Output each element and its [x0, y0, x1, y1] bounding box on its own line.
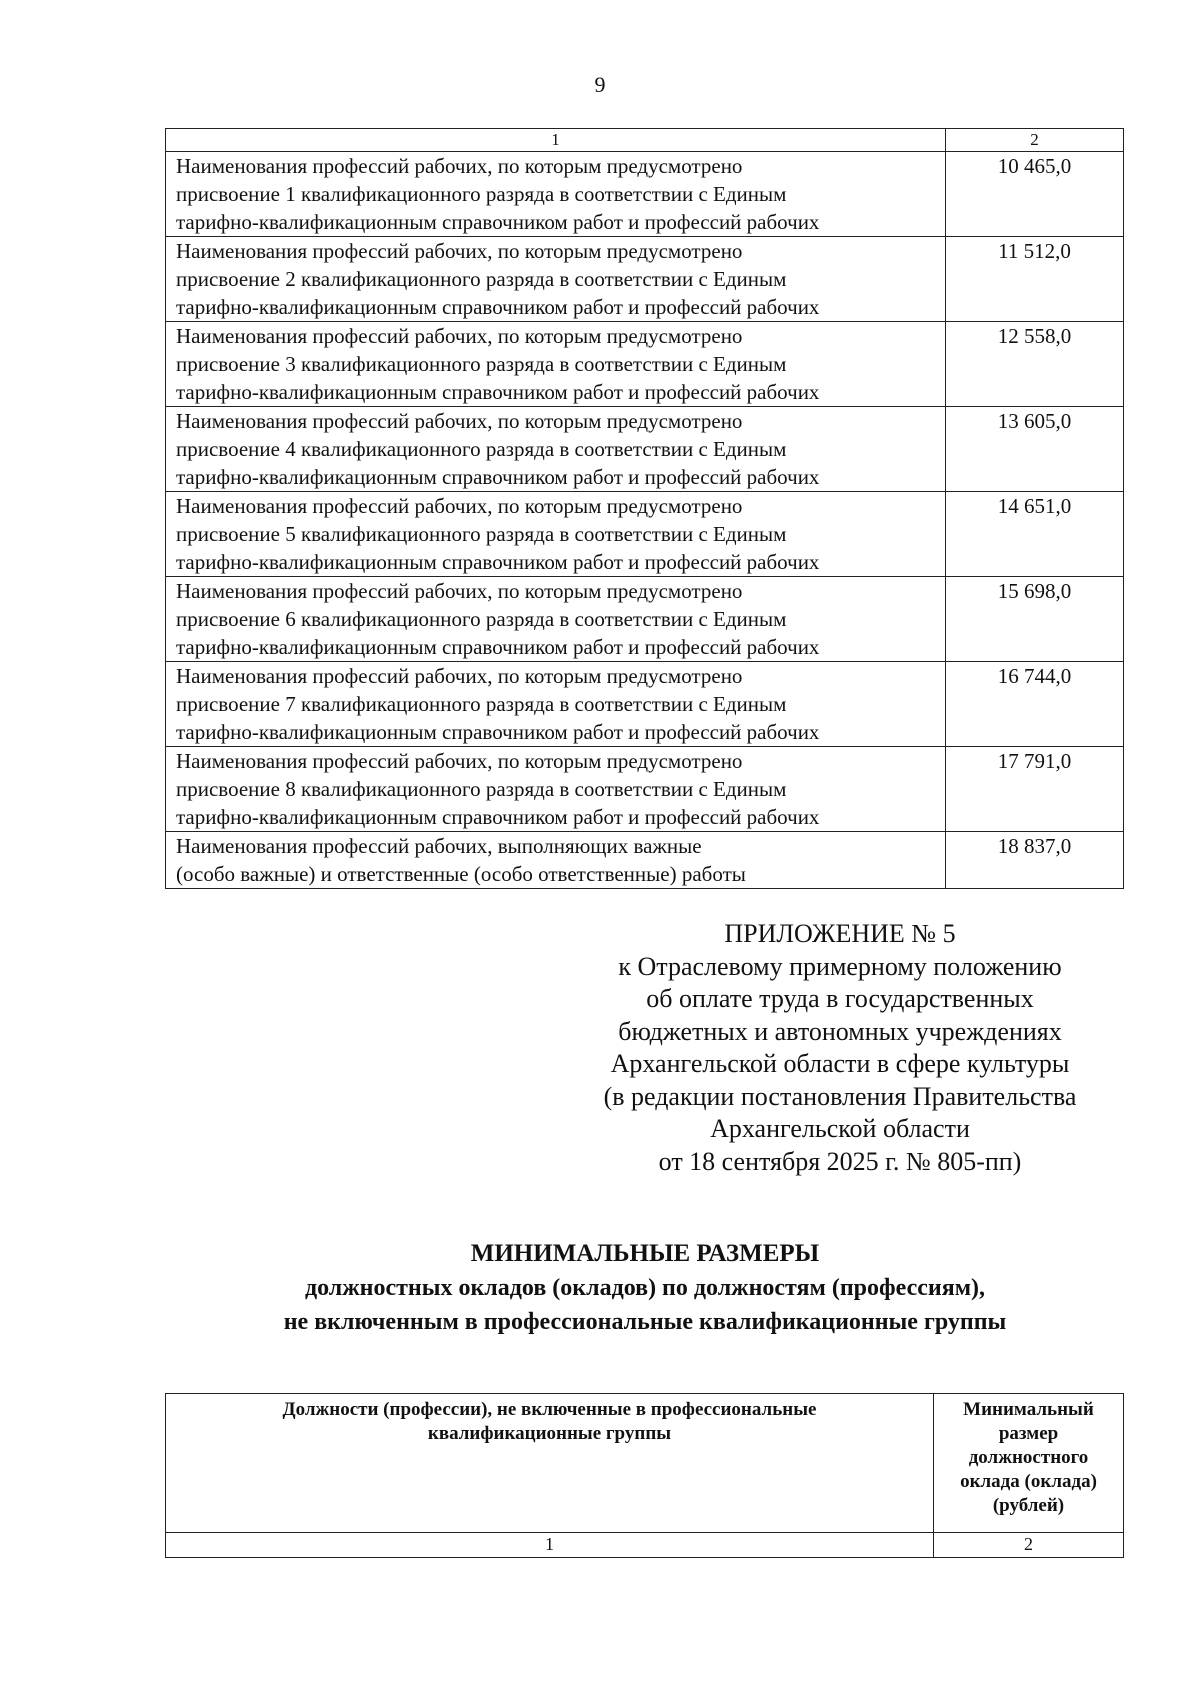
appendix-line: к Отраслевому примерному положению — [618, 951, 1062, 981]
profession-name: Наименования профессий рабочих, по которым предусмотрено присвоение 1 квалификационного разряда в соответствии с Единым тарифно-квалификационным справочником работ и профессий рабочих — [166, 152, 946, 237]
table-row — [166, 577, 1124, 662]
salary-table-workers — [165, 128, 1124, 889]
salary-value: 15 698,0 — [946, 577, 1124, 662]
column-number: 1 — [166, 129, 946, 152]
table-row — [166, 832, 1124, 889]
profession-name: Наименования профессий рабочих, по которым предусмотрено присвоение 5 квалификационного разряда в соответствии с Единым тарифно-квалификационным справочником работ и профессий рабочих — [166, 492, 946, 577]
title-subline: не включенным в профессиональные квалификационные группы — [283, 1309, 1007, 1335]
header-positions: Должности (профессии), не включенные в профессиональные квалификационные группы — [166, 1394, 934, 1533]
salary-table-positions — [165, 1393, 1124, 1558]
salary-value: 12 558,0 — [946, 322, 1124, 407]
column-number: 2 — [934, 1533, 1124, 1558]
table-row — [166, 747, 1124, 832]
salary-value: 14 651,0 — [946, 492, 1124, 577]
table-row — [166, 237, 1124, 322]
title-main: МИНИМАЛЬНЫЕ РАЗМЕРЫ — [470, 1240, 820, 1267]
table-row — [166, 152, 1124, 237]
appendix-line: об оплате труда в государственных — [646, 984, 1034, 1013]
salary-value: 16 744,0 — [946, 662, 1124, 747]
appendix-line: (в редакции постановления Правительства — [603, 1081, 1077, 1111]
profession-name: Наименования профессий рабочих, по которым предусмотрено присвоение 7 квалификационного разряда в соответствии с Единым тарифно-квалификационным справочником работ и профессий рабочих — [166, 662, 946, 747]
appendix-line: бюджетных и автономных учреждениях — [618, 1016, 1062, 1046]
appendix-line: Архангельской области в сфере культуры — [610, 1049, 1070, 1078]
appendix-heading — [560, 918, 1120, 1178]
column-number: 2 — [946, 129, 1124, 152]
salary-value: 11 512,0 — [946, 237, 1124, 322]
appendix-line: ПРИЛОЖЕНИЕ № 5 — [724, 919, 956, 948]
salary-value: 18 837,0 — [946, 832, 1124, 889]
table-column-numbers — [166, 129, 1124, 152]
profession-name: Наименования профессий рабочих, по которым предусмотрено присвоение 6 квалификационного разряда в соответствии с Единым тарифно-квалификационным справочником работ и профессий рабочих — [166, 577, 946, 662]
document-title — [160, 1237, 1130, 1339]
appendix-line: от 18 сентября 2025 г. № 805-пп) — [658, 1146, 1022, 1176]
profession-name: Наименования профессий рабочих, выполняющих важные (особо важные) и ответственные (особо ответственные) работы — [166, 832, 946, 889]
table-row — [166, 492, 1124, 577]
title-subline: должностных окладов (окладов) по должностям (профессиям), — [304, 1275, 986, 1301]
table-row — [166, 322, 1124, 407]
page-number: 9 — [594, 72, 606, 97]
salary-value: 10 465,0 — [946, 152, 1124, 237]
profession-name: Наименования профессий рабочих, по которым предусмотрено присвоение 8 квалификационного разряда в соответствии с Единым тарифно-квалификационным справочником работ и профессий рабочих — [166, 747, 946, 832]
profession-name: Наименования профессий рабочих, по которым предусмотрено присвоение 3 квалификационного разряда в соответствии с Единым тарифно-квалификационным справочником работ и профессий рабочих — [166, 322, 946, 407]
salary-value: 17 791,0 — [946, 747, 1124, 832]
appendix-line: Архангельской области — [710, 1114, 970, 1143]
header-min-salary: Минимальный размер должностного оклада (оклада) (рублей) — [934, 1394, 1124, 1533]
table-row — [166, 407, 1124, 492]
table-column-numbers — [166, 1533, 1124, 1558]
profession-name: Наименования профессий рабочих, по которым предусмотрено присвоение 4 квалификационного разряда в соответствии с Единым тарифно-квалификационным справочником работ и профессий рабочих — [166, 407, 946, 492]
table-row — [166, 662, 1124, 747]
table-header — [166, 1394, 1124, 1533]
profession-name: Наименования профессий рабочих, по которым предусмотрено присвоение 2 квалификационного разряда в соответствии с Единым тарифно-квалификационным справочником работ и профессий рабочих — [166, 237, 946, 322]
salary-value: 13 605,0 — [946, 407, 1124, 492]
column-number: 1 — [166, 1533, 934, 1558]
